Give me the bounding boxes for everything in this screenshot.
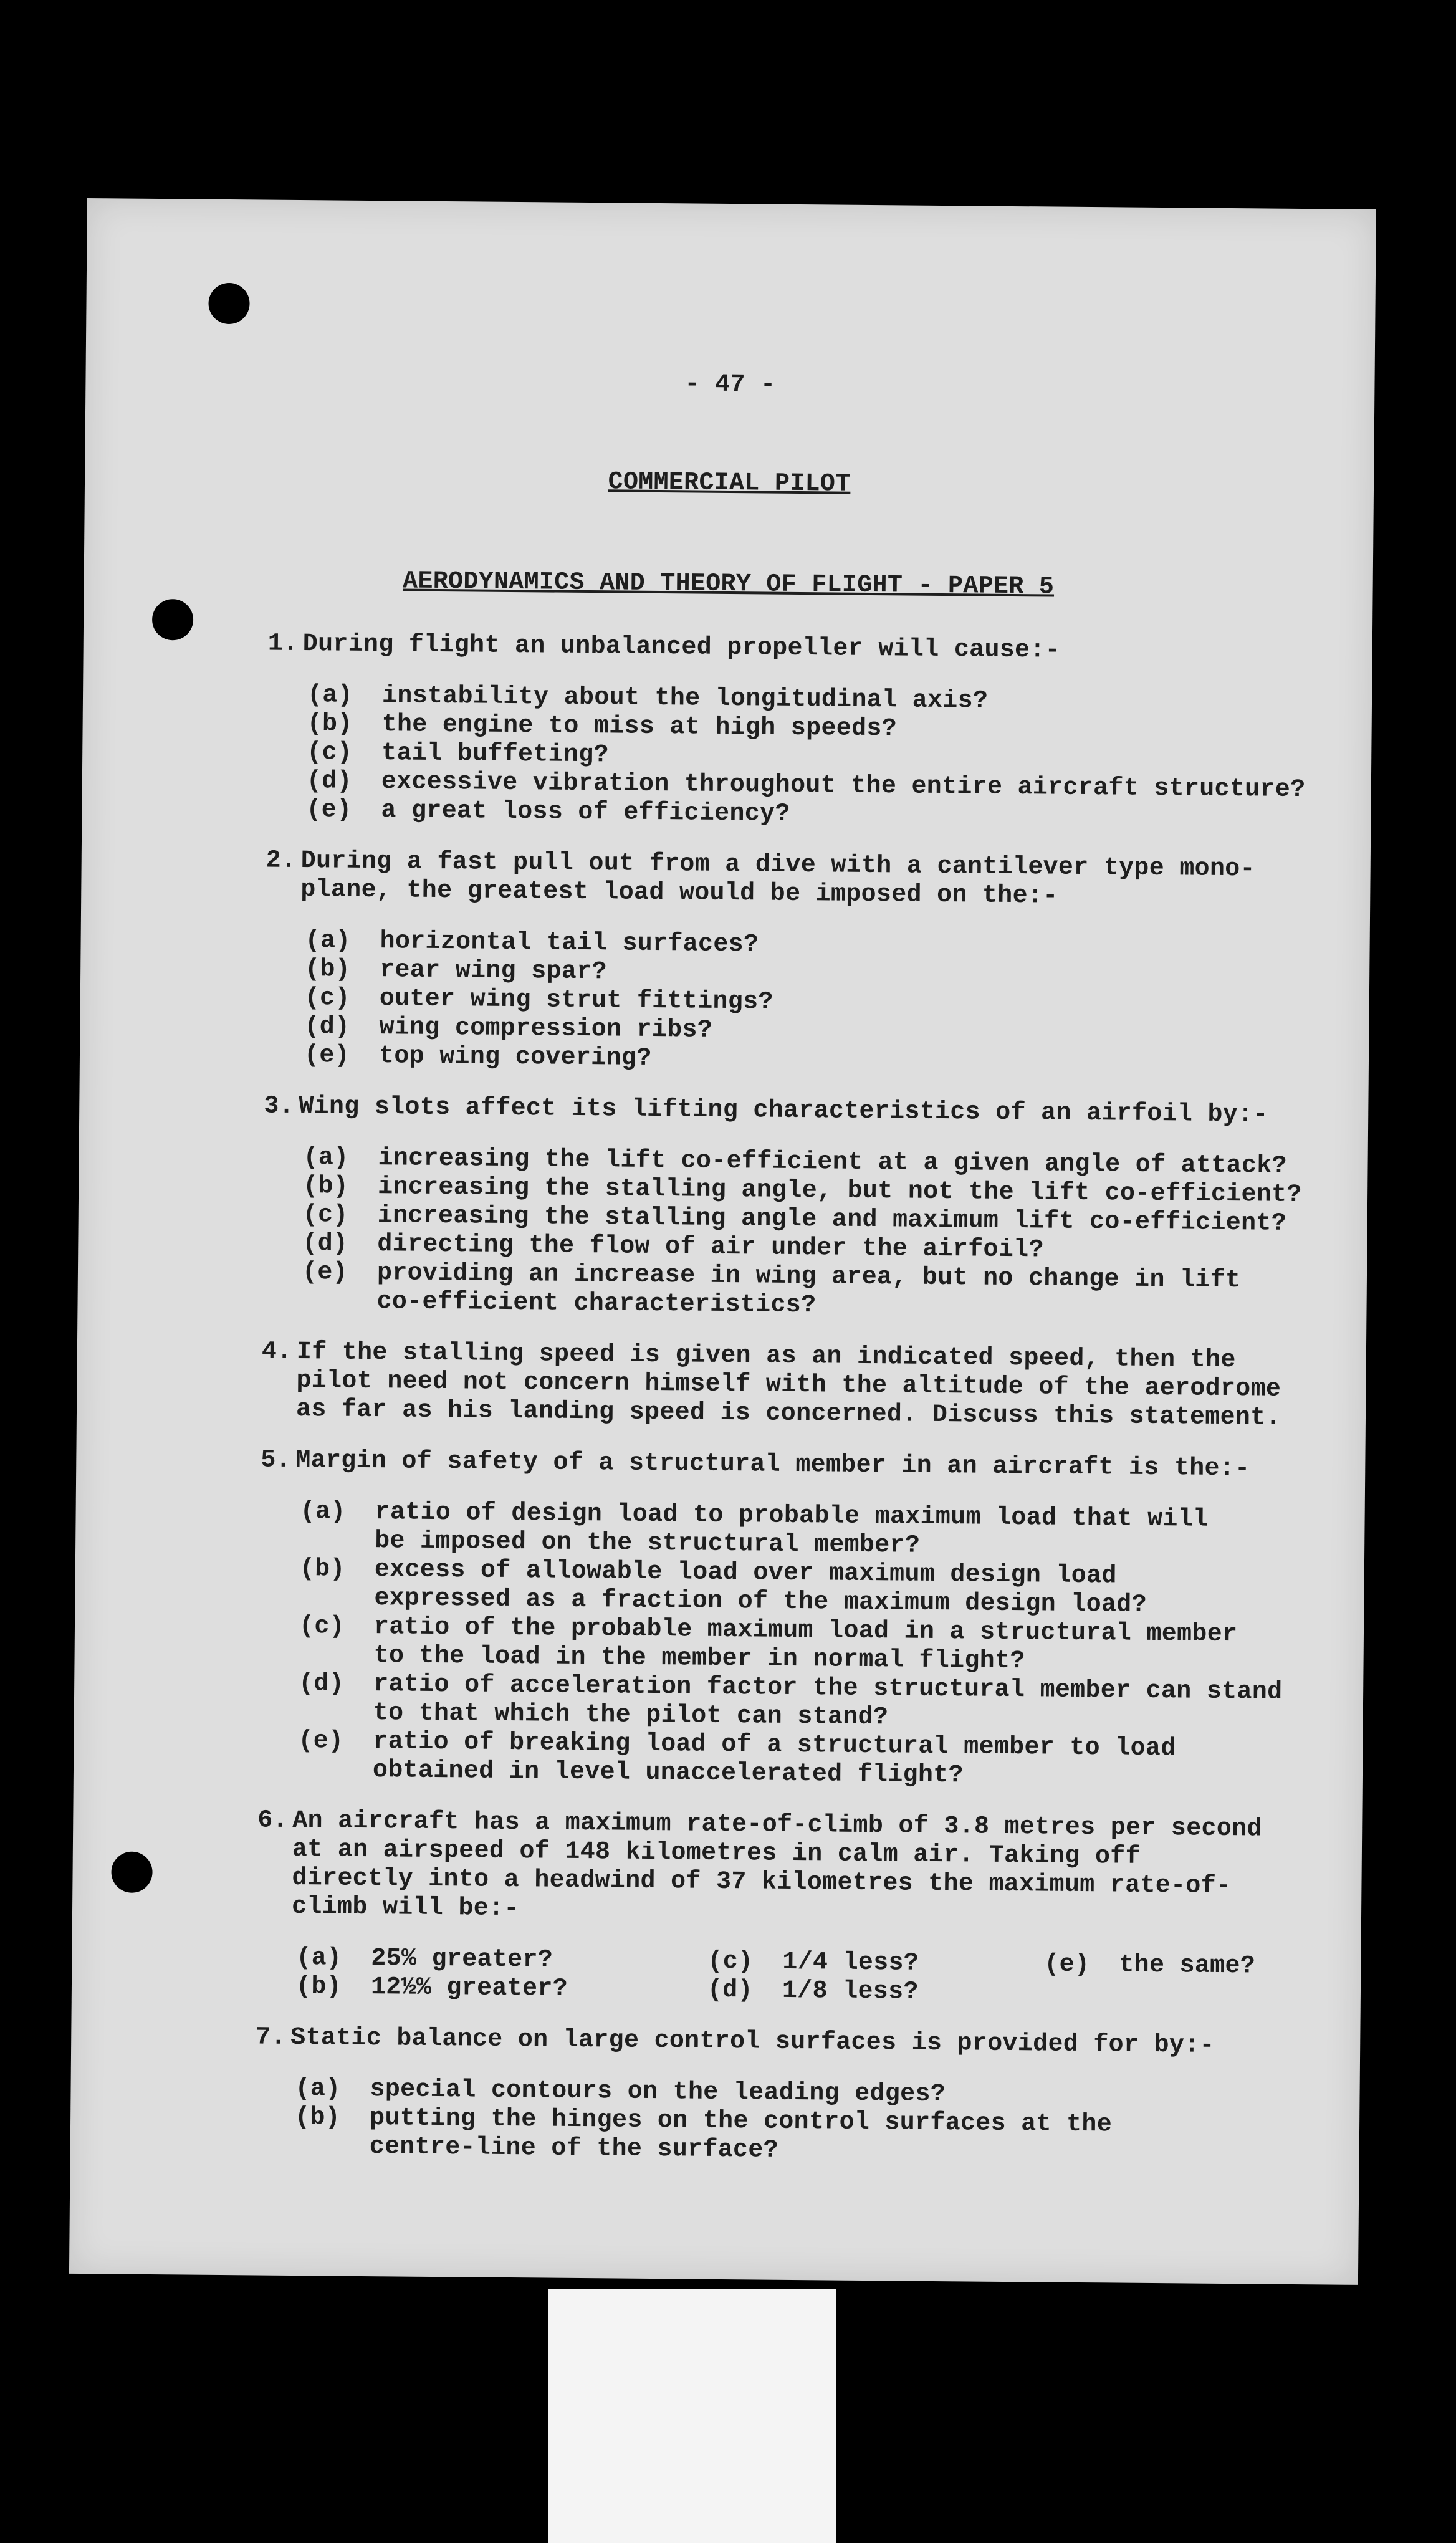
option-text: increasing the stalling angle, but not the lift co-efficient? (377, 1173, 1302, 1210)
question-text: Wing slots affect its lifting characteristics of an airfoil by:- (299, 1093, 1268, 1129)
page-number: - 47 - (684, 370, 776, 400)
options-list (302, 1144, 1360, 1325)
option-label: (e) (306, 796, 352, 825)
document-title: COMMERCIAL PILOT (608, 468, 851, 499)
option-text: increasing the stalling angle and maximum lift co-efficient? (377, 1202, 1287, 1238)
question-number: 2. (266, 846, 297, 875)
question-number: 1. (267, 630, 299, 658)
option-label: (e) (1044, 1950, 1090, 1980)
option-label: (c) (707, 1947, 754, 1976)
option-text: 1/4 less? (782, 1948, 919, 1978)
question-number: 5. (261, 1446, 292, 1475)
option-text: ratio of the probable maximum load in a structural member to the load in the member in normal flight? (373, 1613, 1238, 1676)
option-text: top wing covering? (378, 1042, 652, 1073)
option-label: (d) (707, 1976, 754, 2005)
option-text: directing the flow of air under the airfoil? (377, 1230, 1044, 1265)
option-label: (a) (296, 1944, 342, 1973)
options-list (306, 681, 1364, 834)
option (296, 1973, 707, 2005)
question (256, 1806, 1355, 2010)
option-label: (a) (295, 2075, 341, 2104)
option-text: tail buffeting? (381, 739, 609, 770)
option-label: (a) (307, 681, 353, 710)
option-label: (b) (295, 1973, 342, 2001)
option (299, 1555, 1357, 1622)
option-text: outer wing strut fittings? (379, 985, 774, 1017)
option-label: (c) (299, 1612, 345, 1641)
option (300, 1498, 1358, 1564)
option (707, 1976, 1044, 2008)
option-text: horizontal tail surfaces? (380, 927, 759, 959)
option (302, 1258, 1359, 1325)
question-number: 7. (256, 2023, 287, 2052)
option-text: excessive vibration throughout the entire aircraft structure? (381, 768, 1306, 805)
punch-hole (208, 283, 250, 325)
option-label: (b) (307, 710, 353, 739)
option (299, 1670, 1356, 1736)
option-label: (b) (305, 955, 351, 984)
question (258, 1447, 1358, 1794)
option-label: (a) (300, 1498, 346, 1526)
option-label: (b) (299, 1555, 345, 1584)
options-list (298, 1498, 1358, 1794)
option-label: (d) (304, 1013, 350, 1042)
option-text: ratio of design load to probable maximum load that will be imposed on the structural member? (375, 1498, 1209, 1560)
question-text: An aircraft has a maximum rate-of-climb of 3.8 metres per second at an airspeed of 148 kilometres in calm air. Taking off directly into a headwind of 37 kilometres the maximum rate-of- climb will be:- (291, 1806, 1262, 1923)
option-label: (a) (303, 1144, 349, 1172)
question-text: Static balance on large control surfaces is provided for by:- (290, 2023, 1215, 2060)
option (295, 2104, 1353, 2170)
option-text: 12½% greater? (370, 1973, 568, 2003)
option-label: (a) (305, 927, 351, 955)
question-text: During a fast pull out from a dive with a cantilever type mono- plane, the greatest load would be imposed on the:- (300, 847, 1256, 911)
option-text: excess of allowable load over maximum design load expressed as a fraction of the maximum design load? (374, 1556, 1147, 1619)
option-label: (b) (302, 1172, 349, 1201)
white-card (548, 2289, 836, 2543)
question-text: Margin of safety of a structural member in an aircraft is the:- (295, 1446, 1250, 1483)
option-text: 1/8 less? (782, 1976, 919, 2006)
option-text: ratio of acceleration factor the structural member can stand to that which the pilot can stand? (373, 1670, 1283, 1732)
question (266, 630, 1365, 834)
punch-hole (152, 599, 194, 641)
option-label: (b) (294, 2104, 341, 2132)
option-label: (e) (304, 1042, 350, 1070)
option-label: (d) (302, 1230, 348, 1258)
option-text: providing an increase in wing area, but no change in lift co-efficient characteristics? (376, 1259, 1241, 1320)
option-text: wing compression ribs? (379, 1013, 713, 1045)
option (298, 1727, 1356, 1794)
option-text: rear wing spar? (380, 956, 607, 987)
option-label: (c) (304, 984, 350, 1013)
option-text: a great loss of efficiency? (381, 797, 790, 828)
question-number: 3. (264, 1092, 295, 1121)
question-list (254, 630, 1365, 2193)
option-text: ratio of breaking load of a structural member to load obtained in level unaccelerated flight? (372, 1728, 1176, 1790)
option-label: (e) (298, 1727, 344, 1756)
options-list (295, 2075, 1353, 2170)
question (255, 2023, 1353, 2170)
option (1044, 1951, 1293, 1981)
options-list (296, 1944, 1354, 2011)
question-number: 6. (257, 1806, 289, 1835)
question (261, 1338, 1359, 1434)
option-text: special contours on the leading edges? (370, 2076, 946, 2109)
option (707, 1948, 1044, 1980)
options-list (304, 927, 1363, 1080)
document-subtitle: AERODYNAMICS AND THEORY OF FLIGHT - PAPER 5 (402, 567, 1055, 601)
option-label: (d) (306, 767, 352, 796)
option-text: 25% greater? (371, 1945, 553, 1975)
question (264, 847, 1363, 1080)
option (299, 1612, 1356, 1679)
option-text: putting the hinges on the control surfaces at the centre-line of the surface? (369, 2104, 1113, 2165)
option-label: (d) (299, 1670, 345, 1698)
punch-hole (111, 1851, 153, 1893)
option (296, 1944, 707, 1976)
question-number: 4. (261, 1338, 292, 1366)
option-text: instability about the longitudinal axis? (381, 682, 989, 716)
option-label: (c) (302, 1201, 348, 1230)
document-page (69, 198, 1376, 2285)
option-text: the same? (1119, 1951, 1256, 1981)
option-text: the engine to miss at high speeds? (381, 711, 898, 744)
option-label: (c) (307, 739, 353, 767)
question (262, 1093, 1361, 1325)
option-text: increasing the lift co-efficient at a given angle of attack? (378, 1144, 1287, 1181)
option-label: (e) (302, 1258, 348, 1287)
question-text: If the stalling speed is given as an indicated speed, then the pilot need not concern himself with the altitude of the aerodrome as far as his landing speed is concerned. Discuss this statement. (295, 1338, 1281, 1432)
question-text: During flight an unbalanced propeller will cause:- (302, 630, 1061, 665)
